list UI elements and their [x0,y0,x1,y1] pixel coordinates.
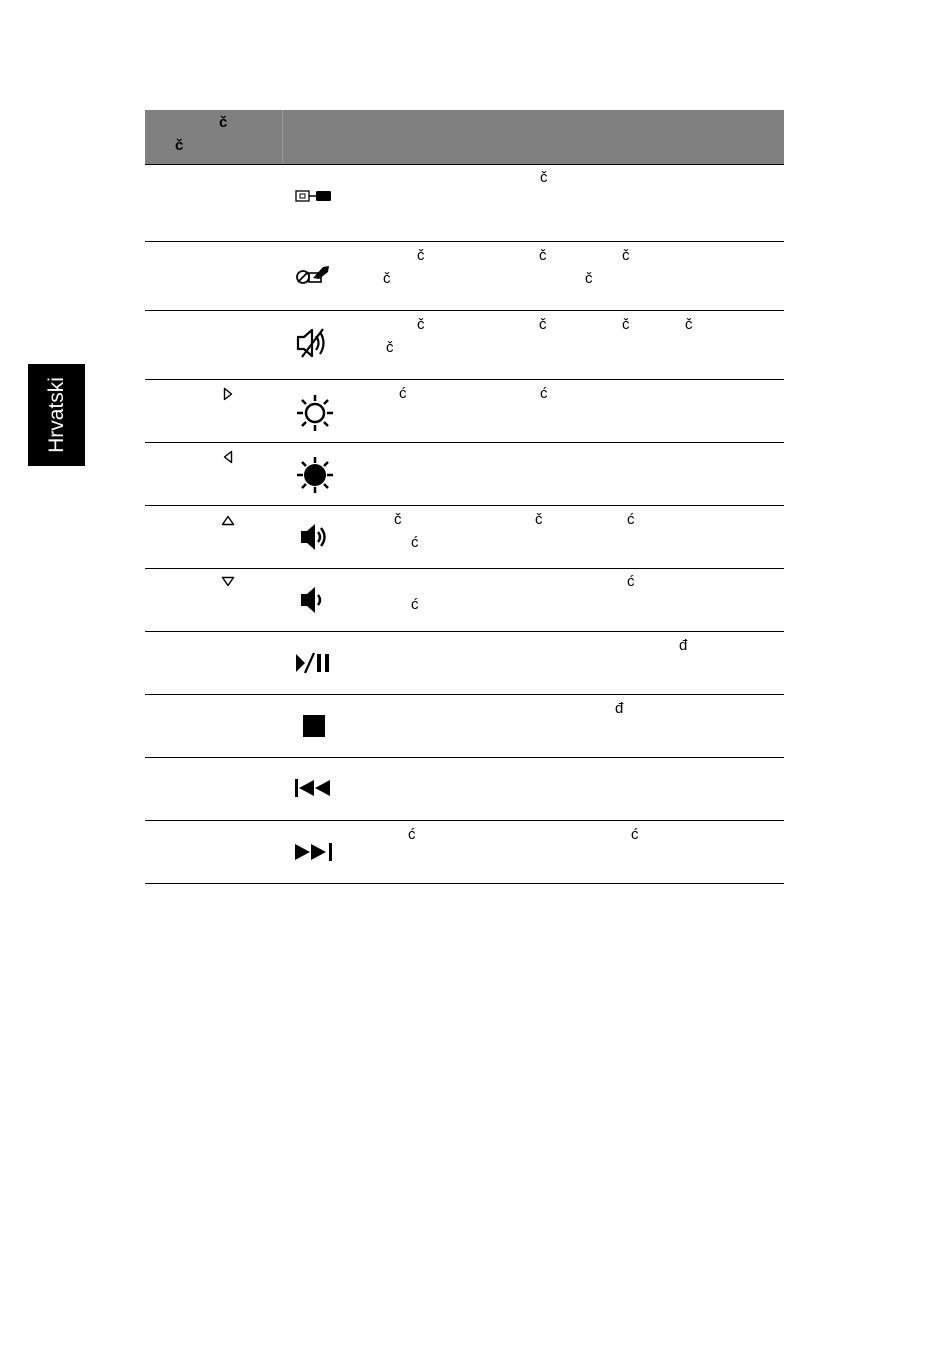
display-toggle-icon [295,189,333,203]
row-char: č [585,270,593,287]
row-char: č [622,247,630,264]
table-row [145,695,784,758]
row-char: č [535,511,543,528]
table-row [145,380,784,443]
stop-icon [302,714,326,738]
header-divider [282,110,283,164]
down-arrow-key-icon [221,576,235,587]
right-arrow-key-icon [223,387,233,401]
up-arrow-key-icon [221,515,235,526]
row-char: č [622,316,630,333]
row-char: ć [540,385,548,402]
table-row [145,443,784,506]
row-char: ć [631,826,639,843]
volume-up-icon [299,522,329,552]
table-row [145,242,784,311]
volume-down-icon [299,585,329,615]
table-row [145,165,784,242]
header-char: č [175,137,184,154]
table-row [145,758,784,821]
row-char: ć [399,385,407,402]
row-char: č [383,270,391,287]
play-pause-icon [295,651,335,675]
row-char: ć [408,826,416,843]
left-arrow-key-icon [223,450,233,464]
next-track-icon [294,841,336,863]
row-char: č [540,169,548,186]
row-char: ć [627,511,635,528]
row-char: č [539,247,547,264]
header-char: č [219,114,228,131]
row-char: č [417,316,425,333]
hotkey-table [145,110,784,884]
table-row [145,569,784,632]
row-char: č [685,316,693,333]
row-char: đ [679,637,688,654]
row-char: č [386,339,394,356]
previous-track-icon [294,777,336,799]
table-row [145,311,784,380]
row-char: ć [627,573,635,590]
speaker-mute-icon [295,327,329,359]
table-row [145,821,784,884]
row-char: đ [615,700,624,717]
row-char: č [394,511,402,528]
row-char: č [539,316,547,333]
brightness-up-icon [296,394,334,432]
table-header [145,110,784,165]
row-char: č [417,247,425,264]
language-tab [28,364,85,466]
row-char: ć [411,534,419,551]
table-row [145,632,784,695]
table-row [145,506,784,569]
touchpad-toggle-icon [295,264,331,286]
language-tab-label: Hrvatski [44,377,68,453]
row-char: ć [411,596,419,613]
brightness-down-icon [296,456,334,494]
